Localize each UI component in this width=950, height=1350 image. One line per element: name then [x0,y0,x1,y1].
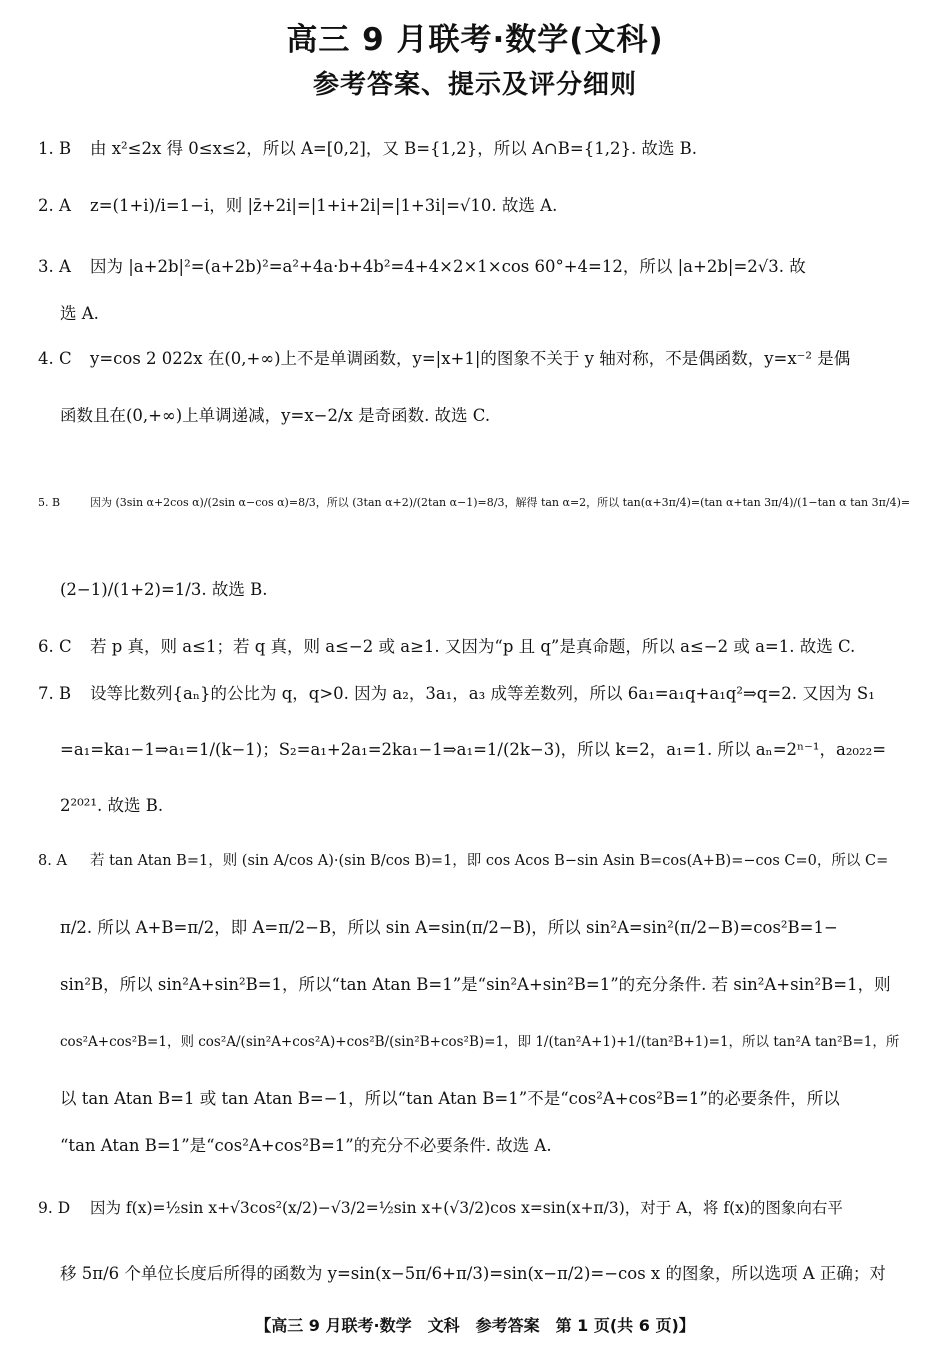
answer-number: 1. B [38,139,72,158]
answer-continuation: 2²⁰²¹. 故选 B. [60,796,164,815]
answer-number: 5. B [38,496,61,509]
answer-continuation: cos²A+cos²B=1，则 cos²A/(sin²A+cos²A)+cos²B/(sin²B+cos²B)=1，即 1/(tan²A+1)+1/(tan²B+1)=1，所以 tan²A tan²B=1，所 [60,1034,900,1050]
answer-number: 3. A [38,257,71,276]
answer-continuation: 函数且在(0,+∞)上单调递减，y=x−2/x 是奇函数. 故选 C. [60,406,491,425]
answer-number: 6. C [38,637,72,656]
answer-continuation: (2−1)/(1+2)=1/3. 故选 B. [60,580,268,599]
answer-continuation: =a₁=ka₁−1⇒a₁=1/(k−1)；S₂=a₁+2a₁=2ka₁−1⇒a₁=1/(2k−3)，所以 k=2，a₁=1. 所以 aₙ=2ⁿ⁻¹，a₂₀₂₂= [60,740,887,759]
page-subtitle: 参考答案、提示及评分细则 [312,70,637,100]
answer-continuation: “tan Atan B=1”是“cos²A+cos²B=1”的充分不必要条件. 故选 A. [60,1136,552,1155]
answer-number: 7. B [38,684,72,703]
answer-line [38,491,913,515]
answer-line [38,255,913,279]
answer-line [38,682,913,706]
answer-text: y=cos 2 022x 在(0,+∞)上不是单调函数，y=|x+1|的图象不关于 y 轴对称，不是偶函数，y=x⁻² 是偶 [90,349,851,368]
answer-text: 若 tan Atan B=1，则 (sin A/cos A)·(sin B/cos B)=1，即 cos Acos B−sin Asin B=cos(A+B)=−cos C=0，所以 C= [90,853,889,869]
answer-text: 若 p 真，则 a≤1；若 q 真，则 a≤−2 或 a≥1. 又因为“p 且 q”是真命题，所以 a≤−2 或 a=1. 故选 C. [90,637,856,656]
answer-continuation: sin²B，所以 sin²A+sin²B=1，所以“tan Atan B=1”是“sin²A+sin²B=1”的充分条件. 若 sin²A+sin²B=1，则 [60,975,891,994]
answer-line [38,849,913,873]
page-footer: 【高三 9 月联考·数学 文科 参考答案 第 1 页(共 6 页)】 [255,1316,695,1335]
answer-text: 因为 f(x)=½sin x+√3cos²(x/2)−√3/2=½sin x+(√3/2)cos x=sin(x+π/3)，对于 A，将 f(x)的图象向右平 [90,1199,843,1217]
answer-continuation: π/2. 所以 A+B=π/2，即 A=π/2−B，所以 sin A=sin(π/2−B)，所以 sin²A=sin²(π/2−B)=cos²B=1− [60,918,838,937]
answer-line [38,1196,913,1220]
answer-text: 设等比数列{aₙ}的公比为 q，q>0. 因为 a₂，3a₁，a₃ 成等差数列，所以 6a₁=a₁q+a₁q²⇒q=2. 又因为 S₁ [90,684,875,703]
answer-continuation: 选 A. [60,304,99,323]
answer-number: 8. A [38,853,67,869]
answer-text: 因为 (3sin α+2cos α)/(2sin α−cos α)=8/3，所以 (3tan α+2)/(2tan α−1)=8/3，解得 tan α=2，所以 tan(α+3π/4)=(tan α+tan 3π/4)/(1−tan α tan 3π/4)= [90,496,911,509]
answer-line [38,347,913,371]
answer-continuation: 移 5π/6 个单位长度后所得的函数为 y=sin(x−5π/6+π/3)=sin(x−π/2)=−cos x 的图象，所以选项 A 正确；对 [60,1264,886,1283]
answer-number: 9. D [38,1199,71,1217]
answer-text: 由 x²≤2x 得 0≤x≤2，所以 A=[0,2]，又 B={1,2}，所以 A∩B={1,2}. 故选 B. [90,139,698,158]
answer-number: 2. A [38,196,71,215]
answer-line [38,194,913,218]
answer-text: z=(1+i)/i=1−i，则 |z̄+2i|=|1+i+2i|=|1+3i|=√10. 故选 A. [90,196,558,215]
answer-text: 因为 |a+2b|²=(a+2b)²=a²+4a·b+4b²=4+4×2×1×cos 60°+4=12，所以 |a+2b|=2√3. 故 [90,257,806,276]
answer-line [38,137,913,161]
page-title: 高三 9 月联考·数学(文科) [286,22,664,58]
answer-number: 4. C [38,349,72,368]
answer-line [38,635,913,659]
answer-continuation: 以 tan Atan B=1 或 tan Atan B=−1，所以“tan Atan B=1”不是“cos²A+cos²B=1”的必要条件，所以 [60,1089,840,1108]
